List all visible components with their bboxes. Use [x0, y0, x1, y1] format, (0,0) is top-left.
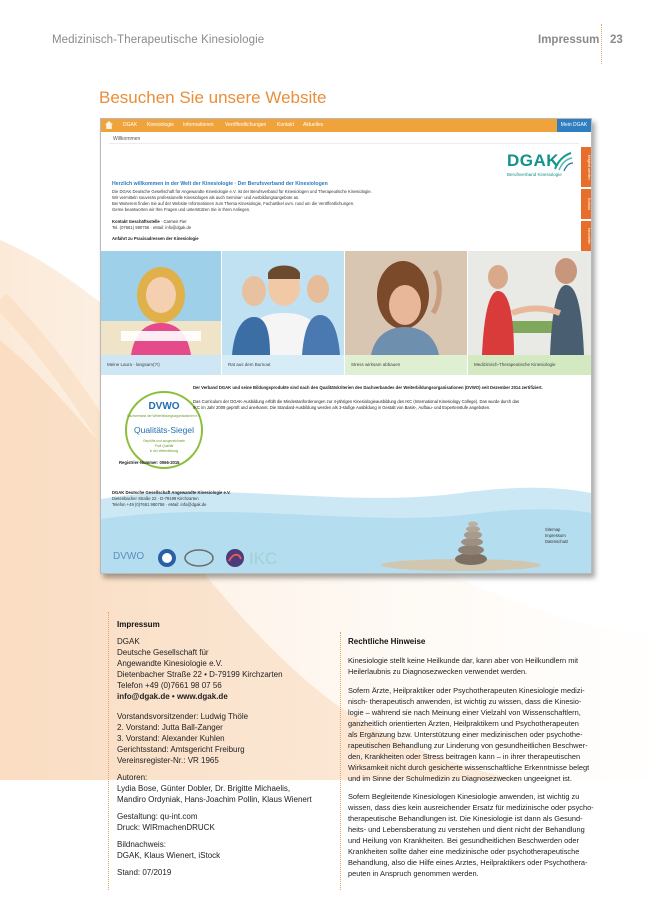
welcome-text-line: Bei Weiterem finden Sie auf der Website Informationen zum Thema Kinesiologie, Fachartikel uvm. rund um die Veröffentlichungen.: [112, 201, 355, 206]
breadcrumb-divider: [109, 143, 579, 144]
legal-paragraph-3: [348, 791, 608, 879]
photo-caption[interactable]: Rat aus dem Burnout: [222, 355, 344, 375]
photo-girl-reading[interactable]: [101, 251, 221, 355]
design-line: Gestaltung: qu-int.com: [117, 812, 198, 821]
cert-text-line: Das Curriculum der DGAK-Ausbildung erfüllt die Mindestanforderungen zur 4-jährigen Kinesiologieausbildung des IKC (International Kinesiology College). Das wurde durch das: [193, 399, 520, 404]
contact-label-text: Kontakt Geschäftsstelle: [112, 219, 160, 224]
seal-sub: Profi-Qualität: [154, 444, 174, 448]
board-line: Vereinsregister-Nr.: VR 1965: [117, 756, 219, 765]
status-line: Stand: 07/2019: [117, 868, 172, 877]
website-screenshot: [100, 118, 592, 574]
legal-line: den, Krankheiten oder Stress beitragen kann – in ihrer therapeutischen: [348, 752, 581, 761]
nav-item-dgak[interactable]: DGAK: [123, 122, 138, 128]
welcome-text-line: Gerne beantworten wir Ihre Fragen und unterstützen Sie in Ihren Anliegen.: [112, 207, 251, 212]
legal-line: ganzheitlich orientierten Ärzten, Heilpraktikern und Psychotherapeuten: [348, 719, 579, 728]
contact-line: Tel. (07661) 980756 · eMail: info@dgak.de: [112, 225, 192, 230]
footer-logo-dvwo: DVWO: [113, 551, 145, 562]
impressum-line: DGAK: [117, 637, 140, 646]
quality-seal: [125, 391, 203, 469]
nav-item-veroeffentlichungen[interactable]: Veröffentlichungen: [225, 122, 267, 128]
legal-paragraph-2: [348, 685, 608, 784]
photo-therapy-session[interactable]: [468, 251, 591, 355]
legal-line: heits- und Lebensberatung zu verstehen und dient nicht der Behandlung: [348, 825, 585, 834]
impressum-divider: [108, 612, 109, 890]
footer-logo-ikc: IKC: [249, 549, 278, 568]
footer-partner-logos: [113, 547, 303, 569]
impressum-line: Deutsche Gesellschaft für: [117, 648, 209, 657]
authors-line: Mandiro Ordyniak, Hans-Joachim Pollin, Klaus Wienert: [117, 795, 312, 804]
credits-label: Bildnachweis:: [117, 840, 166, 849]
login-button[interactable]: Mein DGAK: [557, 119, 591, 132]
dgak-logo-mark-icon: [551, 149, 575, 173]
footer-link-privacy[interactable]: Datenschutz: [545, 539, 569, 544]
legal-line: und im Sinne der Schulmedizin zu Diagnosezwecken ungeeignet ist.: [348, 774, 572, 783]
photo-group-smiling[interactable]: [222, 251, 344, 355]
legal-line: Wirksamkeit nicht durch gesicherte wissenschaftliche Erkenntnisse belegt: [348, 763, 590, 772]
welcome-heading: Herzlich willkommen in der Welt der Kinesiologie · Der Berufsverband der Kinesiologen: [112, 181, 328, 187]
breadcrumb[interactable]: Willkommen: [113, 136, 141, 142]
welcome-text-line: Wir vermitteln souverän professionelle Kinesiologen als auch Seminar- und Ausbildungsangebote an.: [112, 195, 300, 200]
seal-label: Qualitäts-Siegel: [133, 425, 194, 435]
legal-line: wissen, dass dies kein ausreichender Ersatz für medizinische oder psycho-: [348, 803, 594, 812]
section-title: Besuchen Sie unsere Website: [99, 88, 327, 107]
side-tab-membership[interactable]: Mitglied werden: [581, 147, 591, 187]
impressum-line: Dietenbacher Straße 22 • D-79199 Kirchzarten: [117, 670, 283, 679]
website-nav-bar: [101, 119, 591, 132]
cert-text-line: IKC im Jahr 2009 geprüft und anerkannt. Die Standard-Ausbildung werden als 3-stufige Ausbildung in Gestalt von Basis-, Aufbau- und Expertenstufe angeboten.: [193, 405, 491, 410]
legal-paragraph-1: [348, 655, 608, 677]
seal-registration-number: Registrier-Nummer: 0066-2015: [119, 460, 180, 465]
legal-line: nisch- therapeutisch anwenden, ist wichtig zu wissen, dass die Kinesio-: [348, 697, 582, 706]
footer-link-impressum[interactable]: Impressum: [545, 533, 566, 538]
legal-line: als Ergänzung bzw. Unterstützung einer medizinischen oder psychothe-: [348, 730, 583, 739]
legal-title: Rechtliche Hinweise: [348, 637, 426, 646]
impressum-line: Telefon +49 (0)7661 98 07 56: [117, 681, 222, 690]
side-tab-contact[interactable]: Kontakt: [581, 189, 591, 219]
photo-strip: [101, 251, 591, 355]
cert-text-line: Der Verband DGAK und seine Bildungsprodukte sind nach den Qualitätskriterien des Dachverbandes der Weiterbildungsorganisationen (DVWO) seit Dezember 2014 zertifiziert.: [193, 385, 543, 390]
legal-line: Krankheiten sollte daher eine medizinische oder psychotherapeutische: [348, 847, 580, 856]
impressum-contact[interactable]: info@dgak.de • www.dgak.de: [117, 692, 228, 701]
legal-line: Sofern Begleitende Kinesiologen Kinesiologie anwenden, ist wichtig zu: [348, 792, 580, 801]
welcome-text-line: Die DGAK Deutsche Gesellschaft für Angewandte Kinesiologie e.V. ist der Berufsverband für Kinesiologen und Therapeutische Kinesiologie.: [112, 189, 372, 194]
nav-item-informationen[interactable]: Informationen: [183, 122, 214, 128]
nav-item-kontakt[interactable]: Kontakt: [277, 122, 294, 128]
footer-org: DGAK Deutsche Gesellschaft Angewandte Kinesiologie e.V.: [112, 490, 231, 495]
impressum-title: Impressum: [117, 620, 160, 629]
seal-sub: Geprüfte und ausgezeichnete: [143, 439, 185, 443]
dgak-logo-subtitle: Berufsverband Kinesiologie: [507, 172, 562, 177]
side-tab-newsletter[interactable]: Newsletter: [581, 221, 591, 251]
legal-line: Behandlung, also die Hilfe eines Arztes, Heilpraktikers oder Psychothera-: [348, 858, 588, 867]
authors-label: Autoren:: [117, 773, 148, 782]
board-line: Vorstandsvorsitzender: Ludwig Thöle: [117, 712, 249, 721]
nav-item-kinesiologie[interactable]: Kinesiologie: [147, 122, 174, 128]
running-header-title: Medizinisch-Therapeutische Kinesiologie: [52, 34, 265, 46]
impressum-line: Angewandte Kinesiologie e.V.: [117, 659, 223, 668]
photo-woman-relaxing[interactable]: [345, 251, 467, 355]
legal-line: rapeutischen Behandlung zur Linderung von gesundheitlichen Beschwer-: [348, 741, 588, 750]
legal-line: Sofern Ärzte, Heilpraktiker oder Psychotherapeuten Kinesiologie medizi-: [348, 686, 585, 695]
footer-contact: Telefon +49 (0)7661 980756 · eMail: info@dgak.de: [112, 502, 207, 507]
print-line: Druck: WIRmachenDRUCK: [117, 823, 215, 832]
page-number: 23: [610, 34, 623, 46]
legal-line: und Heilung von Krankheiten. Bei gesundheitlichen Beschwerden oder: [348, 836, 579, 845]
running-header-section: Impressum: [538, 34, 600, 46]
authors-line: Lydia Bose, Günter Dobler, Dr. Brigitte Michaelis,: [117, 784, 291, 793]
contact-label: [112, 219, 187, 224]
legal-line: Heilerlaubnis zu Diagnosezwecken verwendet werden.: [348, 667, 528, 676]
dgak-logo: DGAK: [507, 151, 560, 170]
legal-line: peuten in Anspruch genommen werden.: [348, 869, 479, 878]
header-divider: [601, 24, 602, 64]
photo-caption[interactable]: Meine Laura - langsam(?!): [101, 355, 221, 375]
photo-caption[interactable]: Stress wirksam abbauen: [345, 355, 467, 375]
contact-name: · Carmen Fier: [159, 219, 187, 224]
seal-sub: in der Weiterbildung: [149, 449, 179, 453]
legal-line: logie – während sie nach Meinung einer Vielzahl von Wissenschaftlern,: [348, 708, 581, 717]
photo-caption[interactable]: Medizinisch-Therapeutische Kinesiologie: [468, 355, 591, 375]
nav-item-aktuelles[interactable]: Aktuelles: [303, 122, 324, 128]
seal-org: Dachverband der Weiterbildungsorganisationen e.V.: [127, 414, 201, 418]
seal-brand: DVWO: [148, 401, 180, 412]
therapist-link[interactable]: Anfahrt zu Praxisadressen der Kinesiologie: [112, 236, 199, 241]
legal-divider: [340, 632, 341, 890]
board-line: 2. Vorstand: Jutta Ball-Zanger: [117, 723, 223, 732]
legal-line: Kinesiologie stellt keine Heilkunde dar, kann aber von Heilkundlern mit: [348, 656, 579, 665]
home-icon: [105, 121, 113, 129]
credits-line: DGAK, Klaus Wienert, iStock: [117, 851, 221, 860]
board-line: 3. Vorstand: Alexander Kuhlen: [117, 734, 225, 743]
legal-line: therapeutische Behandlungen ist. Die Kinesiologie ist dann als Gesund-: [348, 814, 583, 823]
board-line: Gerichtsstand: Amtsgericht Freiburg: [117, 745, 245, 754]
footer-link-sitemap[interactable]: Sitemap: [545, 527, 561, 532]
footer-address: Dietenbacher Straße 22 · D-79199 Kirchzarten: [112, 496, 199, 501]
